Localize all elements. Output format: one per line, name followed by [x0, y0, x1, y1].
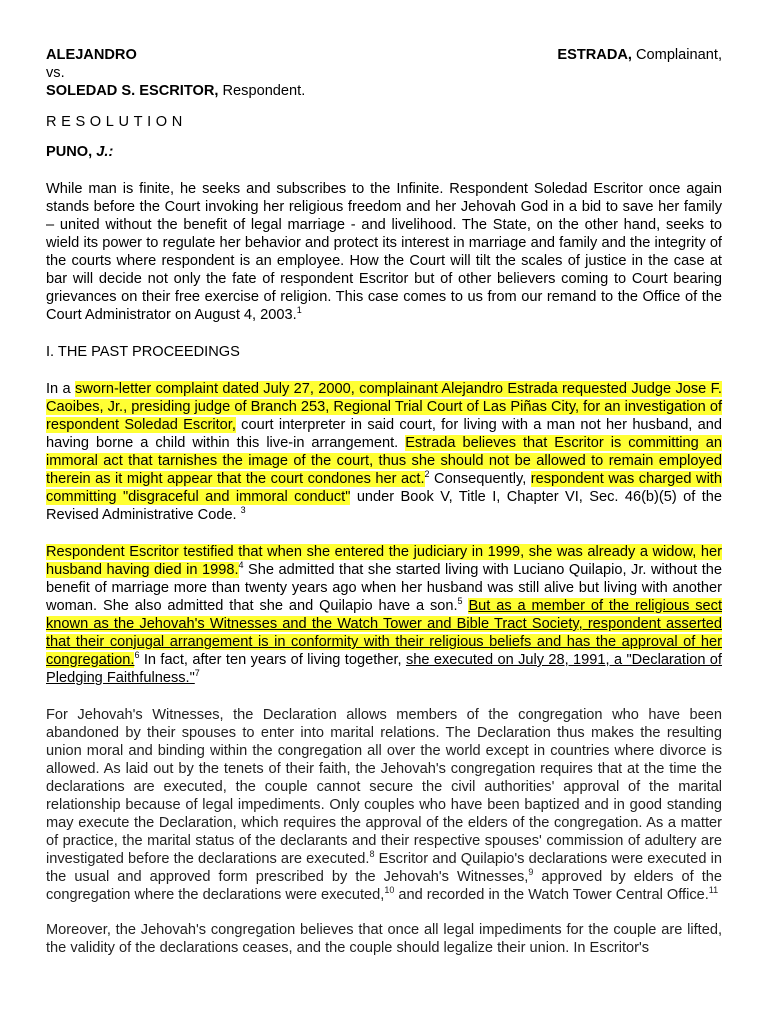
complainant-first-name: ALEJANDRO	[46, 47, 137, 63]
paragraph-testimony: Respondent Escritor testified that when she entered the judiciary in 1999, she was already a widow, her husband having died in 1998.$^4$ She admitted that she started living with Luciano Quilapio, Jr. without the benefit of marriage more than twenty years ago when her husband was still alive but living with another woman. She also admitted that she and Quilapio have a son.$^5$ But as a member of the religious sect known as the Jehovah's Witnesses and the Watch Tower and Bible Tract Society, respondent asserted that their conjugal arrangement is in conformity with their religious beliefs and has the approval of her congregation.$^6$ In fact, after ten years of living together, she executed on July 28, 1991, a "Declaration of Pledging Faithfulness."$^7$	[46, 544, 722, 686]
footnote-ref: 3	[240, 505, 246, 516]
footnote-ref: 8	[369, 849, 375, 860]
respondent-line: SOLEDAD S. ESCRITOR, Respondent.	[46, 83, 306, 99]
versus-label: vs.	[46, 65, 65, 81]
paragraph-moreover: Moreover, the Jehovah's congregation believes that once all legal impediments for the couple are lifted, the validity of the declarations ceases, and the couple should legalize their union. In Escritor's	[46, 922, 722, 956]
highlight: Estrada believes that Escritor is committing an immoral act that tarnishes the image of the court, thus she should not be allowed to remain employed therein as it might appear that the court condones her act.	[46, 435, 722, 487]
paragraph-declaration: For Jehovah's Witnesses, the Declaration allows members of the congregation who have been abandoned by their spouses to enter into marital relations. The Declaration thus makes the resulting union moral and binding within the congregation all over the world except in countries where divorce is allowed. As laid out by the tenets of their faith, the Jehovah's congregation requires that at the time the declarations are executed, the couple cannot secure the civil authorities' approval of the marital relationship because of legal impediments. Only couples who have been baptized and in good standing may execute the Declaration, which requires the approval of the elders of the congregation. As a matter of practice, the marital status of the declarants and their respective spouses' commission of adultery are investigated before the declarations are executed.$^8$ Escritor and Quilapio's declarations were executed in the usual and approved form prescribed by the Jehovah's Witnesses,$^9$ approved by elders of the congregation where the declarations were executed,$^{10}$ and recorded in the Watch Tower Central Office.$^{11}$	[46, 707, 723, 903]
footnote-ref: 9	[528, 867, 534, 878]
footnote-ref: 11	[708, 885, 719, 896]
underlined-text: she executed on July 28, 1991, a "Declaration of Pledging Faithfulness."	[46, 652, 722, 686]
footnote-ref: 7	[194, 668, 200, 679]
highlight: Respondent Escritor testified that when she entered the judiciary in 1999, she was already a widow, her husband having died in 1998.	[46, 544, 722, 578]
highlight: sworn-letter complaint dated July 27, 2000, complainant Alejandro Estrada requested Judge Jose F. Caoibes, Jr., presiding judge of Branch 253, Regional Trial Court of Las Piñas City, for an investigation of respondent Soledad Escritor,	[46, 381, 722, 433]
ponente-line: PUNO, J.:	[46, 144, 114, 160]
footnote-ref: 4	[238, 560, 244, 571]
resolution-heading: RESOLUTION	[46, 114, 187, 130]
highlight-underlined: But as a member of the religious sect known as the Jehovah's Witnesses and the Watch Tower and Bible Tract Society, respondent asserted that their conjugal arrangement is in conformity with their religious beliefs and has the approval of her congregation.	[46, 598, 722, 668]
footnote-ref: 1	[296, 305, 302, 316]
paragraph-intro: While man is finite, he seeks and subscribes to the Infinite. Respondent Soledad Escritor once again stands before the Court invoking her religious freedom and her Jehovah God in a bid to save her family – united without the benefit of legal marriage - and livelihood. The State, on the other hand, seeks to wield its power to regulate her behavior and protect its interest in marriage and family and the integrity of the courts where respondent is an employee. How the Court will tilt the scales of justice in the case at bar will decide not only the fate of respondent Escritor but of other believers coming to Court bearing grievances on their free exercise of religion. This case comes to us from our remand to the Office of the Court Administrator on August 4, 2003.$^1$	[46, 181, 722, 323]
case-caption-line-1	[46, 46, 722, 64]
footnote-ref: 10	[384, 885, 395, 896]
section-title: I. THE PAST PROCEEDINGS	[46, 344, 240, 360]
paragraph-complaint: In a sworn-letter complaint dated July 27, 2000, complainant Alejandro Estrada requested Judge Jose F. Caoibes, Jr., presiding judge of Branch 253, Regional Trial Court of Las Piñas City, for an investigation of respondent Soledad Escritor, court interpreter in said court, for living with a man not her husband, and having borne a child within this live-in arrangement. Estrada believes that Escritor is committing an immoral act that tarnishes the image of the court, thus she should not be allowed to remain employed therein as it might appear that the court condones her act.$^2$ Consequently, respondent was charged with committing "disgraceful and immoral conduct" under Book V, Title I, Chapter VI, Sec. 46(b)(5) of the Revised Administrative Code. $^3$	[46, 381, 723, 523]
footnote-ref: 2	[424, 469, 430, 480]
footnote-ref: 5	[457, 596, 463, 607]
highlight: respondent was charged with committing "disgraceful and immoral conduct"	[46, 471, 722, 505]
complainant-surname-role: ESTRADA, Complainant,	[557, 47, 722, 63]
footnote-ref: 6	[134, 650, 140, 661]
